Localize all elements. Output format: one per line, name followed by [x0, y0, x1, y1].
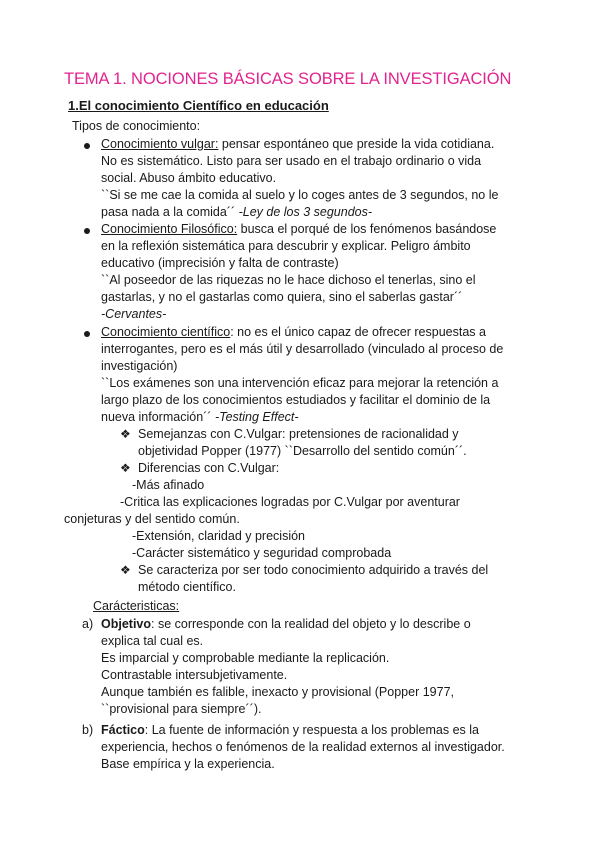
list-marker-a: a)	[82, 617, 94, 631]
filosofico-line-2: en la reflexión sistemática para descubrir y explicar. Peligro ámbito	[101, 239, 471, 253]
factico-line-3: Base empírica y la experiencia.	[101, 757, 275, 771]
vulgar-line-1: Conocimiento vulgar: pensar espontáneo que preside la vida cotidiana.	[101, 137, 495, 151]
objetivo-line-6: ``provisional para siempre´´).	[101, 702, 262, 716]
objetivo-line-4: Contrastable intersubjetivamente.	[101, 668, 288, 682]
intro-text: Tipos de conocimiento:	[72, 119, 201, 133]
filosofico-line-3: educativo (imprecisión y falta de contraste)	[101, 256, 339, 270]
caracteriza-line-2: método científico.	[138, 580, 236, 594]
diferencia-item: -Carácter sistemático y seguridad comprobada	[132, 546, 392, 560]
diferencia-item: -Más afinado	[132, 478, 205, 492]
factico-label: Fáctico	[101, 723, 145, 737]
cientifico-line-1: Conocimiento científico: no es el único capaz de ofrecer respuestas a	[101, 325, 486, 339]
list-marker-b: b)	[82, 723, 94, 737]
filosofico-label: Conocimiento Filosófico:	[101, 222, 238, 236]
filosofico-line-5: gastarlas, y no el gastarlas como quiera, sino el saberlas gastar´´	[101, 290, 463, 304]
vulgar-line-5: pasa nada a la comida´´ -Ley de los 3 segundos-	[101, 205, 373, 219]
caracteriza-line-1: Se caracteriza por ser todo conocimiento adquirido a través del	[138, 563, 489, 577]
diferencia-item: -Extensión, claridad y precisión	[132, 529, 305, 543]
bullet-dot-icon	[84, 143, 90, 149]
factico-line-1: Fáctico: La fuente de información y respuesta a los problemas es la	[101, 723, 479, 737]
diferencia-item: -Critica las explicaciones logradas por C.Vulgar por aventurar	[120, 495, 460, 509]
cientifico-line-5: largo plazo de los conocimientos estudiados y facilitar el dominio de la	[101, 393, 491, 407]
cientifico-line-2: interrogantes, pero es el más útil y desarrollado (vinculado al proceso de	[101, 342, 504, 356]
section-heading: 1.El conocimiento Científico en educación	[68, 98, 329, 113]
caracteristicas-heading: Carácteristicas:	[93, 599, 180, 613]
vulgar-line-4: ``Si se me cae la comida al suelo y lo coges antes de 3 segundos, no le	[101, 188, 499, 202]
diamond-bullet-icon: ❖	[120, 461, 131, 475]
objetivo-line-3: Es imparcial y comprobable mediante la replicación.	[101, 651, 390, 665]
diamond-bullet-icon: ❖	[120, 427, 131, 441]
vulgar-line-2: No es sistemático. Listo para ser usado en el trabajo ordinario o vida	[101, 154, 482, 168]
cientifico-line-4: ``Los exámenes son una intervención eficaz para mejorar la retención a	[101, 376, 499, 390]
filosofico-line-1: Conocimiento Filosófico: busca el porqué de los fenómenos basándose	[101, 222, 497, 236]
cientifico-label: Conocimiento científico	[101, 325, 231, 339]
objetivo-line-1: Objetivo: se corresponde con la realidad del objeto y lo describe o	[101, 617, 471, 631]
vulgar-label: Conocimiento vulgar:	[101, 137, 219, 151]
factico-line-2: experiencia, hechos o fenómenos de la realidad externos al investigador.	[101, 740, 505, 754]
cientifico-line-6: nueva información´´ -Testing Effect-	[101, 410, 299, 424]
vulgar-line-3: social. Abuso ámbito educativo.	[101, 171, 277, 185]
semejanzas-line-2: objetividad Popper (1977) ``Desarrollo del sentido común´´.	[138, 444, 467, 458]
bullet-dot-icon	[84, 228, 90, 234]
diamond-bullet-icon: ❖	[120, 563, 131, 577]
bullet-dot-icon	[84, 331, 90, 337]
page-title: TEMA 1. NOCIONES BÁSICAS SOBRE LA INVESTIGACIÓN	[64, 70, 512, 88]
semejanzas-line-1: Semejanzas con C.Vulgar: pretensiones de racionalidad y	[138, 427, 459, 441]
objetivo-line-5: Aunque también es falible, inexacto y provisional (Popper 1977,	[101, 685, 454, 699]
cientifico-line-3: investigación)	[101, 359, 178, 373]
filosofico-line-6: -Cervantes-	[101, 307, 167, 321]
diferencia-item-cont: conjeturas y del sentido común.	[64, 512, 240, 526]
objetivo-line-2: explica tal cual es.	[101, 634, 204, 648]
filosofico-line-4: ``Al poseedor de las riquezas no le hace dichoso el tenerlas, sino el	[101, 273, 476, 287]
diferencias-heading: Diferencias con C.Vulgar:	[138, 461, 280, 475]
objetivo-label: Objetivo	[101, 617, 152, 631]
